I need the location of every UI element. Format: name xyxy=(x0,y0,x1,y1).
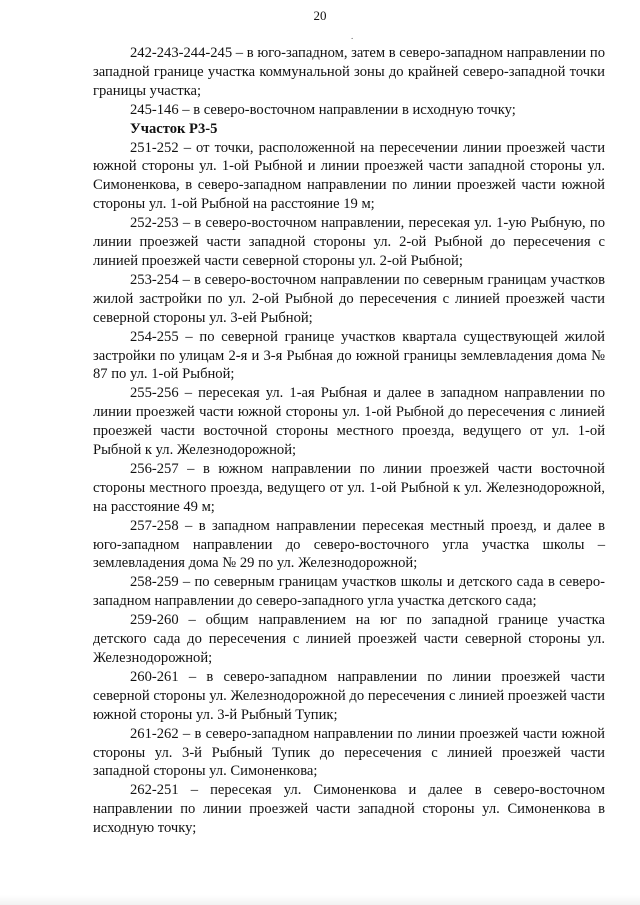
section-heading-r3-5: Участок Р3-5 xyxy=(130,120,218,137)
paragraph-251-252: 251-252 – от точки, расположенной на пересечении линии проезжей части южной стороны ул. 1-ой Рыбной и линии проезжей части западной стороны ул. Симоненкова, в северо-западном направлении по линии проезжей части южной стороны ул. 1-ой Рыбной на расстояние 19 м; xyxy=(93,139,605,213)
paragraph-256-257: 256-257 – в южном направлении по линии проезжей части восточной стороны местного проезда, ведущего от ул. 1-ой Рыбной к ул. Железнодорожной, на расстояние 49 м; xyxy=(93,460,605,515)
paragraph-242-245: 242-243-244-245 – в юго-западном, затем в северо-западном направлении по западной границе участка коммунальной зоны до крайней северо-западной точки границы участка; xyxy=(93,45,605,99)
scan-speck: . xyxy=(351,31,354,41)
paragraph-245-146: 245-146 – в северо-восточном направлении в исходную точку; xyxy=(130,101,516,118)
paragraph-255-256: 255-256 – пересекая ул. 1-ая Рыбная и далее в западном направлении по линии проезжей части южной стороны ул. 1-ой Рыбной до пересечения с линией проезжей части восточной стороны местного проезда, ведущего от ул. 1-ой Рыбной к ул. Железнодорожной; xyxy=(93,385,605,459)
paragraph-260-261: 260-261 – в северо-западном направлении по линии проезжей части северной стороны ул. Железнодорожной до пересечения с линией проезжей части южной стороны ул. 3-й Рыбный Тупик; xyxy=(93,668,605,723)
paragraph-254-255: 254-255 – по северной границе участков квартала существующей жилой застройки по улицам 2-я и 3-я Рыбная до южной границы землевладения дома № 87 по ул. 1-ой Рыбной; xyxy=(93,328,605,383)
paragraph-258-259: 258-259 – по северным границам участков школы и детского сада в северо-западном направлении до северо-западного угла участка детского сада; xyxy=(93,574,605,610)
paragraph-252-253: 252-253 – в северо-восточном направлении, пересекая ул. 1-ую Рыбную, по линии проезжей части западной стороны ул. 2-ой Рыбной до пересечения с линией проезжей части северной стороны ул. 2-ой Рыбной; xyxy=(93,215,605,269)
paragraph-257-258: 257-258 – в западном направлении пересекая местный проезд, и далее в юго-западном направлении до северо-восточного угла участка школы – землевладения дома № 29 по ул. Железнодорожной; xyxy=(93,517,605,572)
paragraph-253-254: 253-254 – в северо-восточном направлении по северным границам участков жилой застройки по ул. 2-ой Рыбной до пересечения с линией проезжей части северной стороны ул. 3-ей Рыбной; xyxy=(93,271,605,326)
page-number: 20 xyxy=(313,8,327,23)
document-body xyxy=(93,44,605,838)
paragraph-261-262: 261-262 – в северо-западном направлении по линии проезжей части южной стороны ул. 3-й Рыбный Тупик до пересечения с линией проезжей части западной стороны ул. Симоненкова; xyxy=(93,725,605,780)
paragraph-259-260: 259-260 – общим направлением на юг по западной границе участка детского сада до пересечения с линией проезжей части северной стороны ул. Железнодорожной; xyxy=(93,612,605,666)
paragraph-262-251: 262-251 – пересекая ул. Симоненкова и далее в северо-восточном направлении по линии проезжей части западной стороны ул. Симоненкова в исходную точку; xyxy=(93,782,605,837)
page-bottom-edge xyxy=(0,895,640,905)
